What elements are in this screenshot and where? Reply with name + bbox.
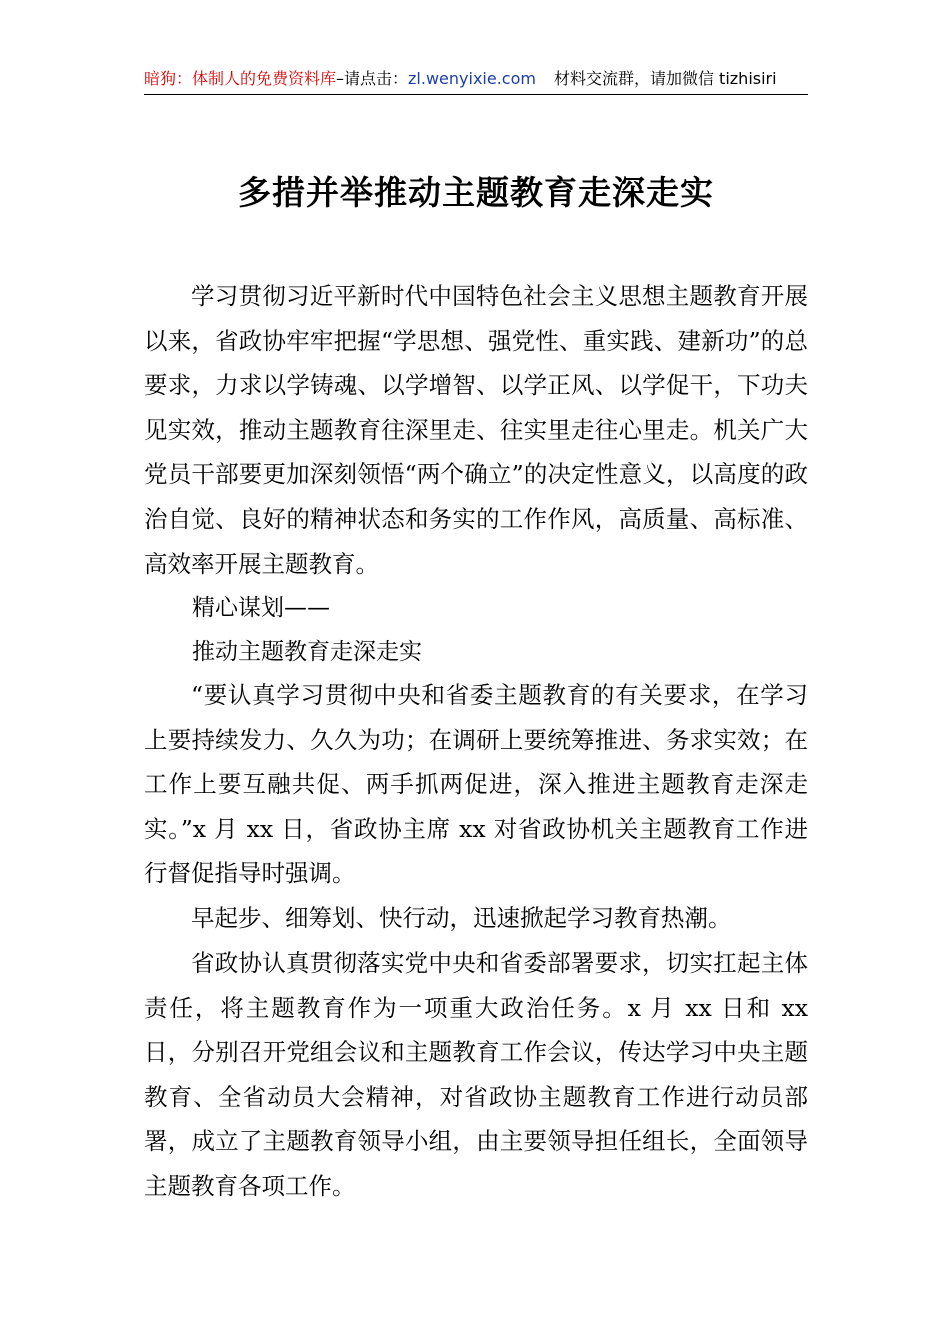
header-link[interactable]: zl.wenyixie.com bbox=[408, 69, 536, 88]
subheading-line-1: 精心谋划—— bbox=[192, 595, 330, 621]
header-note: 材料交流群，请加微信 tizhisiri bbox=[553, 69, 777, 88]
paragraph-action: 早起步、细筹划、快行动，迅速掀起学习教育热潮。 bbox=[191, 904, 732, 932]
document-title: 多措并举推动主题教育走深走实 bbox=[238, 173, 714, 212]
header-separator: –请点击： bbox=[336, 69, 409, 88]
header-brand: 暗狗：体制人的免费资料库 bbox=[144, 69, 337, 88]
paragraph-deployment: 省政协认真贯彻落实党中央和省委部署要求，切实扛起主体责任，将主题教育作为一项重大政治任务。x 月 xx 日和 xx 日，分别召开党组会议和主题教育工作会议，传达学习中央主题教育、全省动员大会精神，对省政协主题教育工作进行动员部署，成立了主题教育领导小组，由主要领导担任组长，全面领导主题教育各项工作。 bbox=[144, 949, 808, 1200]
paragraph-quote: “要认真学习贯彻中央和省委主题教育的有关要求，在学习上要持续发力、久久为功；在调研上要统筹推进、务求实效；在工作上要互融共促、两手抓两促进，深入推进主题教育走深走实。”x 月 xx 日，省政协主席 xx 对省政协机关主题教育工作进行督促指导时强调。 bbox=[144, 681, 808, 888]
page-header bbox=[144, 64, 808, 95]
paragraph-intro: 学习贯彻习近平新时代中国特色社会主义思想主题教育开展以来，省政协牢牢把握“学思想、强党性、重实践、建新功”的总要求，力求以学铸魂、以学增智、以学正风、以学促干，下功夫见实效，推动主题教育往深里走、往实里走往心里走。机关广大党员干部要更加深刻领悟“两个确立”的决定性意义，以高度的政治自觉、良好的精神状态和务实的工作作风，高质量、高标准、高效率开展主题教育。 bbox=[144, 282, 808, 578]
subheading-line-2: 推动主题教育走深走实 bbox=[192, 639, 422, 665]
